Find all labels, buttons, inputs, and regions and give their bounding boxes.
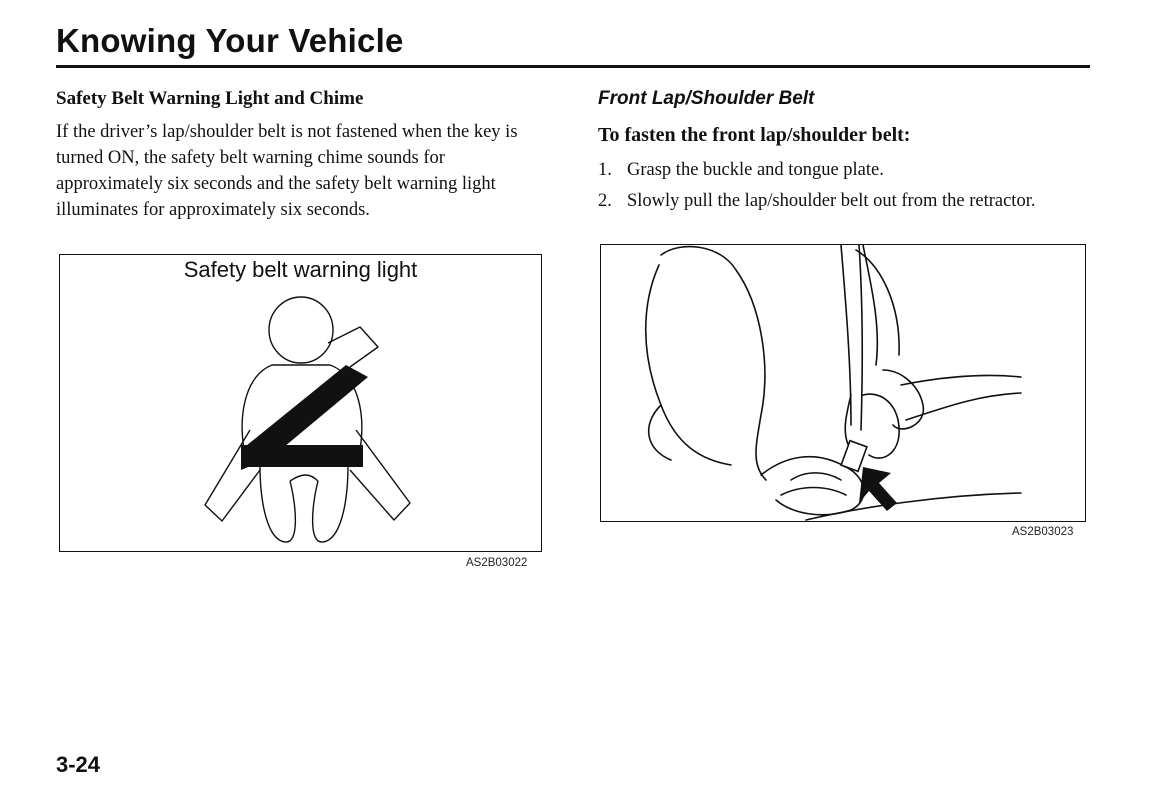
list-item <box>598 188 1068 214</box>
fasten-belt-figure <box>600 244 1086 522</box>
page-number: 3-24 <box>56 752 101 777</box>
seatbelt-warning-icon <box>60 255 540 550</box>
page-title: Knowing Your Vehicle <box>56 22 404 59</box>
fasten-belt-illustration <box>601 245 1085 521</box>
header-rule <box>56 65 1090 68</box>
figure-code-right: AS2B03023 <box>1012 526 1074 538</box>
warning-light-paragraph: If the driver’s lap/shoulder belt is not fastened when the key is turned ON, the safety belt warning chime sounds for approximately six seconds and the safety belt warning light illuminates for approximately six seconds. <box>56 122 518 220</box>
procedure-steps <box>598 157 1068 219</box>
section-title-front-belt: Front Lap/Shoulder Belt <box>598 88 815 109</box>
step-text: Grasp the buckle and tongue plate. <box>627 160 884 180</box>
section-heading-warning-light: Safety Belt Warning Light and Chime <box>56 88 364 109</box>
figure-label: Safety belt warning light <box>183 257 418 282</box>
step-number: 1. <box>598 160 612 180</box>
step-number: 2. <box>598 191 612 211</box>
step-text: Slowly pull the lap/shoulder belt out from the retractor. <box>627 191 1036 211</box>
procedure-title: To fasten the front lap/shoulder belt: <box>598 124 911 146</box>
figure-code-left: AS2B03022 <box>466 557 528 569</box>
list-item <box>598 157 1068 183</box>
warning-light-figure <box>59 254 542 552</box>
